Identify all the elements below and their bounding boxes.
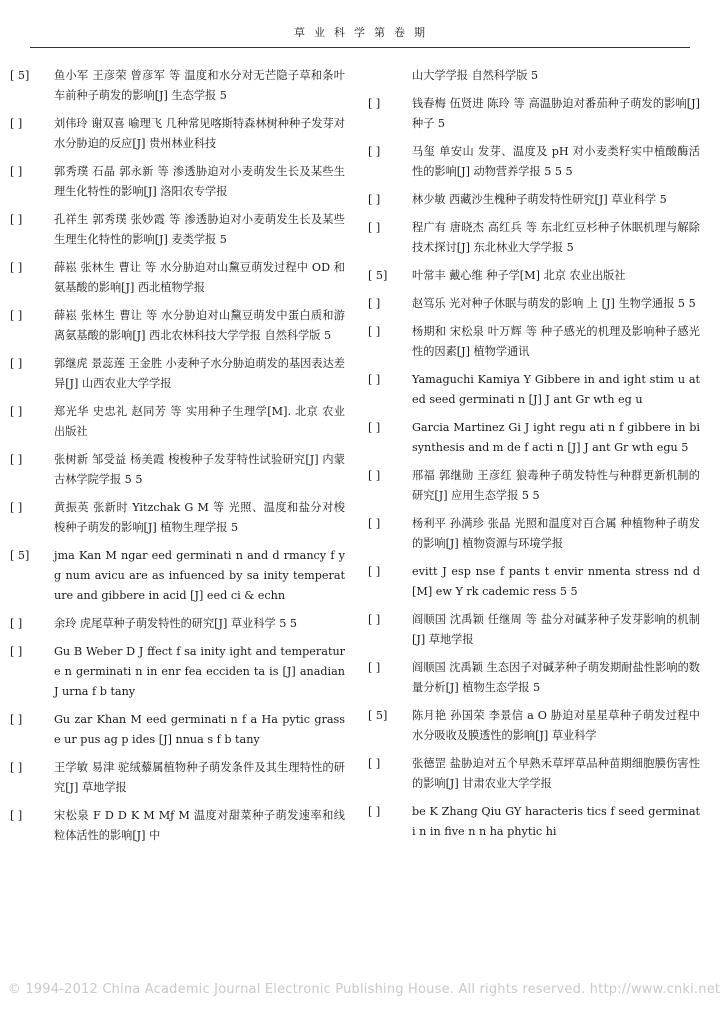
reference-text: 郭继虎 景蕊莲 王金胜 小麦种子水分胁迫萌发的基因表达差异[J] 山西农业大学学报 — [54, 357, 345, 390]
reference-entry — [10, 614, 345, 634]
reference-entry — [368, 218, 700, 258]
reference-text: 黄振英 张新时 Yitzchak G M 等 光照、温度和盐分对梭梭种子萌发的影响[J] 植物生理学报 5 — [54, 501, 345, 534]
reference-number: [ ] — [368, 221, 381, 234]
reference-entry — [10, 402, 345, 442]
reference-entry — [368, 466, 700, 506]
reference-entry — [10, 806, 345, 846]
reference-text: 山大学学报 自然科学版 5 — [412, 69, 539, 82]
reference-entry — [368, 266, 700, 286]
reference-text: 宋松泉 F D D K M Mƒ M 温度对甜菜种子萌发速率和线粒体活性的影响[J] 中 — [54, 809, 345, 842]
reference-entry — [10, 354, 345, 394]
reference-text: 薛崧 张林生 曹让 等 水分胁迫对山黧豆萌发中蛋白质和游离氨基酸的影响[J] 西北农林科技大学学报 自然科学版 5 — [54, 309, 345, 342]
reference-number: [ ] — [10, 261, 23, 274]
reference-entry — [368, 66, 700, 86]
reference-entry — [368, 562, 704, 602]
reference-entry — [368, 94, 704, 134]
reference-entry — [368, 142, 700, 182]
reference-number: [ ] — [10, 501, 23, 514]
reference-number: [ ] — [10, 117, 23, 130]
reference-text: Yamaguchi Kamiya Y Gibbere in and ight stim u ated seed germinati n [J] J ant Gr wth eg u — [412, 373, 700, 406]
reference-number: [ ] — [10, 713, 23, 726]
reference-entry — [10, 758, 345, 798]
reference-number: [ 5] — [368, 709, 388, 722]
reference-number: [ ] — [368, 421, 381, 434]
reference-number: [ ] — [10, 405, 23, 418]
reference-entry — [10, 546, 345, 606]
reference-number: [ ] — [368, 613, 381, 626]
reference-text: Gu zar Khan M eed germinati n f a Ha pytic grass e ur pus ag p ides [J] nnua s f b tany — [54, 713, 349, 746]
reference-text: 阎顺国 沈禹颖 任继周 等 盐分对碱茅种子发芽影响的机制[J] 草地学报 — [412, 613, 700, 646]
reference-entry — [368, 322, 700, 362]
reference-entry — [10, 210, 345, 250]
reference-text: 郑光华 史忠礼 赵同芳 等 实用种子生理学[M]. 北京 农业出版社 — [54, 405, 345, 438]
reference-text: Gu B Weber D J ffect f sa inity ight and temperature n germinati n in enr fea ecciden ta is [J] anadian J urna f b tany — [54, 645, 345, 698]
reference-text: 钱春梅 伍贤进 陈玲 等 高温胁迫对番茄种子萌发的影响[J] 种子 5 — [412, 97, 704, 130]
references-left-column — [10, 66, 349, 854]
reference-entry — [368, 610, 700, 650]
reference-text: 邢福 郭继勋 王彦红 狼毒种子萌发特性与种群更新机制的研究[J] 应用生态学报 5 5 — [412, 469, 700, 502]
reference-entry — [368, 190, 700, 210]
reference-number: [ ] — [10, 165, 23, 178]
reference-number: [ ] — [368, 805, 381, 818]
reference-text: 程广有 唐晓杰 高红兵 等 东北红豆杉种子休眠机理与解除技术探讨[J] 东北林业大学学报 5 — [412, 221, 700, 254]
reference-number: [ 5] — [368, 269, 388, 282]
reference-number: [ ] — [10, 309, 23, 322]
reference-number: [ ] — [368, 517, 381, 530]
reference-text: 陈月艳 孙国荣 李景信 a O 胁迫对星星草种子萌发过程中水分吸收及膜透性的影响[J] 草业科学 — [412, 709, 700, 742]
reference-number: [ ] — [368, 193, 381, 206]
reference-number: [ ] — [368, 325, 381, 338]
reference-number: [ ] — [368, 565, 381, 578]
reference-number: [ ] — [10, 645, 23, 658]
running-head: 草业科学第卷期 — [294, 26, 434, 39]
reference-number: [ 5] — [10, 69, 30, 82]
reference-text: evitt J esp nse f pants t envir nmenta stress nd d [M] ew Y rk cademic ress 5 5 — [412, 565, 704, 598]
reference-text: 杨利平 孙满珍 张晶 光照和温度对百合属 种植物种子萌发的影响[J] 植物资源与环境学报 — [412, 517, 700, 550]
reference-entry — [368, 754, 700, 794]
reference-text: 王学敏 易津 驼绒藜属植物种子萌发条件及其生理特性的研究[J] 草地学报 — [54, 761, 345, 794]
reference-entry — [368, 514, 700, 554]
reference-entry — [368, 802, 700, 842]
references-right-column — [368, 66, 704, 850]
reference-text: 马玺 单安山 发芽、温度及 pH 对小麦类籽实中植酸酶活性的影响[J] 动物营养学报 5 5 5 — [412, 145, 700, 178]
reference-text: 刘伟玲 谢双喜 喻理飞 几种常见喀斯特森林树种种子发芽对水分胁迫的反应[J] 贵州林业科技 — [54, 117, 345, 150]
reference-number: [ ] — [10, 453, 23, 466]
reference-text: Garcia Martinez Gi J ight regu ati n f gibbere in bi synthesis and m de f acti n [J] J ant Gr wth egu 5 — [412, 421, 704, 454]
reference-number: [ ] — [368, 373, 381, 386]
reference-entry — [10, 710, 349, 750]
reference-text: 薛崧 张林生 曹让 等 水分胁迫对山黧豆萌发过程中 OD 和氨基酸的影响[J] 西北植物学报 — [54, 261, 345, 294]
reference-number: [ ] — [368, 145, 381, 158]
reference-entry — [368, 706, 700, 746]
reference-text: jma Kan M ngar eed germinati n and d rmancy f yg num avicu are as infuenced by sa inity temperature and gibbere in acid [J] eed ci & echn — [54, 549, 345, 602]
reference-text: 阎顺国 沈禹颖 生态因子对碱茅种子萌发期耐盐性影响的数量分析[J] 植物生态学报 5 — [412, 661, 700, 694]
reference-entry — [10, 498, 345, 538]
reference-number: [ ] — [10, 357, 23, 370]
reference-entry — [10, 162, 345, 202]
reference-entry — [10, 258, 345, 298]
reference-number: [ 5] — [10, 549, 30, 562]
reference-entry — [10, 642, 345, 702]
reference-text: 郭秀璞 石晶 郭永新 等 渗透胁迫对小麦萌发生长及某些生理生化特性的影响[J] 洛阳农专学报 — [54, 165, 345, 198]
reference-number: [ ] — [368, 757, 381, 770]
reference-entry — [368, 418, 704, 458]
reference-number: [ ] — [10, 617, 23, 630]
reference-entry — [10, 450, 345, 490]
reference-number: [ ] — [10, 809, 23, 822]
reference-text: 叶常丰 戴心维 种子学[M] 北京 农业出版社 — [412, 269, 626, 282]
reference-entry — [368, 370, 700, 410]
reference-number: [ ] — [10, 761, 23, 774]
reference-entry — [368, 294, 700, 314]
reference-text: be K Zhang Qiu GY haracteris tics f seed germinati n in five n n ha phytic hi — [412, 805, 700, 838]
reference-number: [ ] — [10, 213, 23, 226]
reference-text: 林少敏 西藏沙生槐种子萌发特性研究[J] 草业科学 5 — [412, 193, 667, 206]
reference-text: 张树新 邹受益 杨美霞 梭梭种子发芽特性试验研究[J] 内蒙古林学院学报 5 5 — [54, 453, 345, 486]
reference-text: 余玲 虎尾草种子萌发特性的研究[J] 草业科学 5 5 — [54, 617, 298, 630]
reference-number: [ ] — [368, 661, 381, 674]
reference-number: [ ] — [368, 469, 381, 482]
reference-entry — [10, 66, 345, 106]
reference-number: [ ] — [368, 97, 381, 110]
header-rule — [30, 47, 690, 48]
copyright-watermark: © 1994-2012 China Academic Journal Electronic Publishing House. All rights reserved. http://www.cnki.net — [7, 982, 721, 997]
reference-text: 赵笃乐 光对种子休眠与萌发的影响 上 [J] 生物学通报 5 5 — [412, 297, 696, 310]
reference-entry — [368, 658, 700, 698]
reference-entry — [10, 114, 345, 154]
reference-number: [ ] — [368, 297, 381, 310]
reference-text: 鱼小军 王彦荣 曾彦军 等 温度和水分对无芒隐子草和条叶车前种子萌发的影响[J] 生态学报 5 — [54, 69, 345, 102]
reference-entry — [10, 306, 345, 346]
reference-text: 杨期和 宋松泉 叶万辉 等 种子感光的机理及影响种子感光性的因素[J] 植物学通讯 — [412, 325, 700, 358]
reference-text: 张德罡 盐胁迫对五个早熟禾草坪草品种苗期细胞膜伤害性的影响[J] 甘肃农业大学学报 — [412, 757, 700, 790]
reference-text: 孔祥生 郭秀璞 张妙霞 等 渗透胁迫对小麦萌发生长及某些生理生化特性的影响[J] 麦类学报 5 — [54, 213, 345, 246]
